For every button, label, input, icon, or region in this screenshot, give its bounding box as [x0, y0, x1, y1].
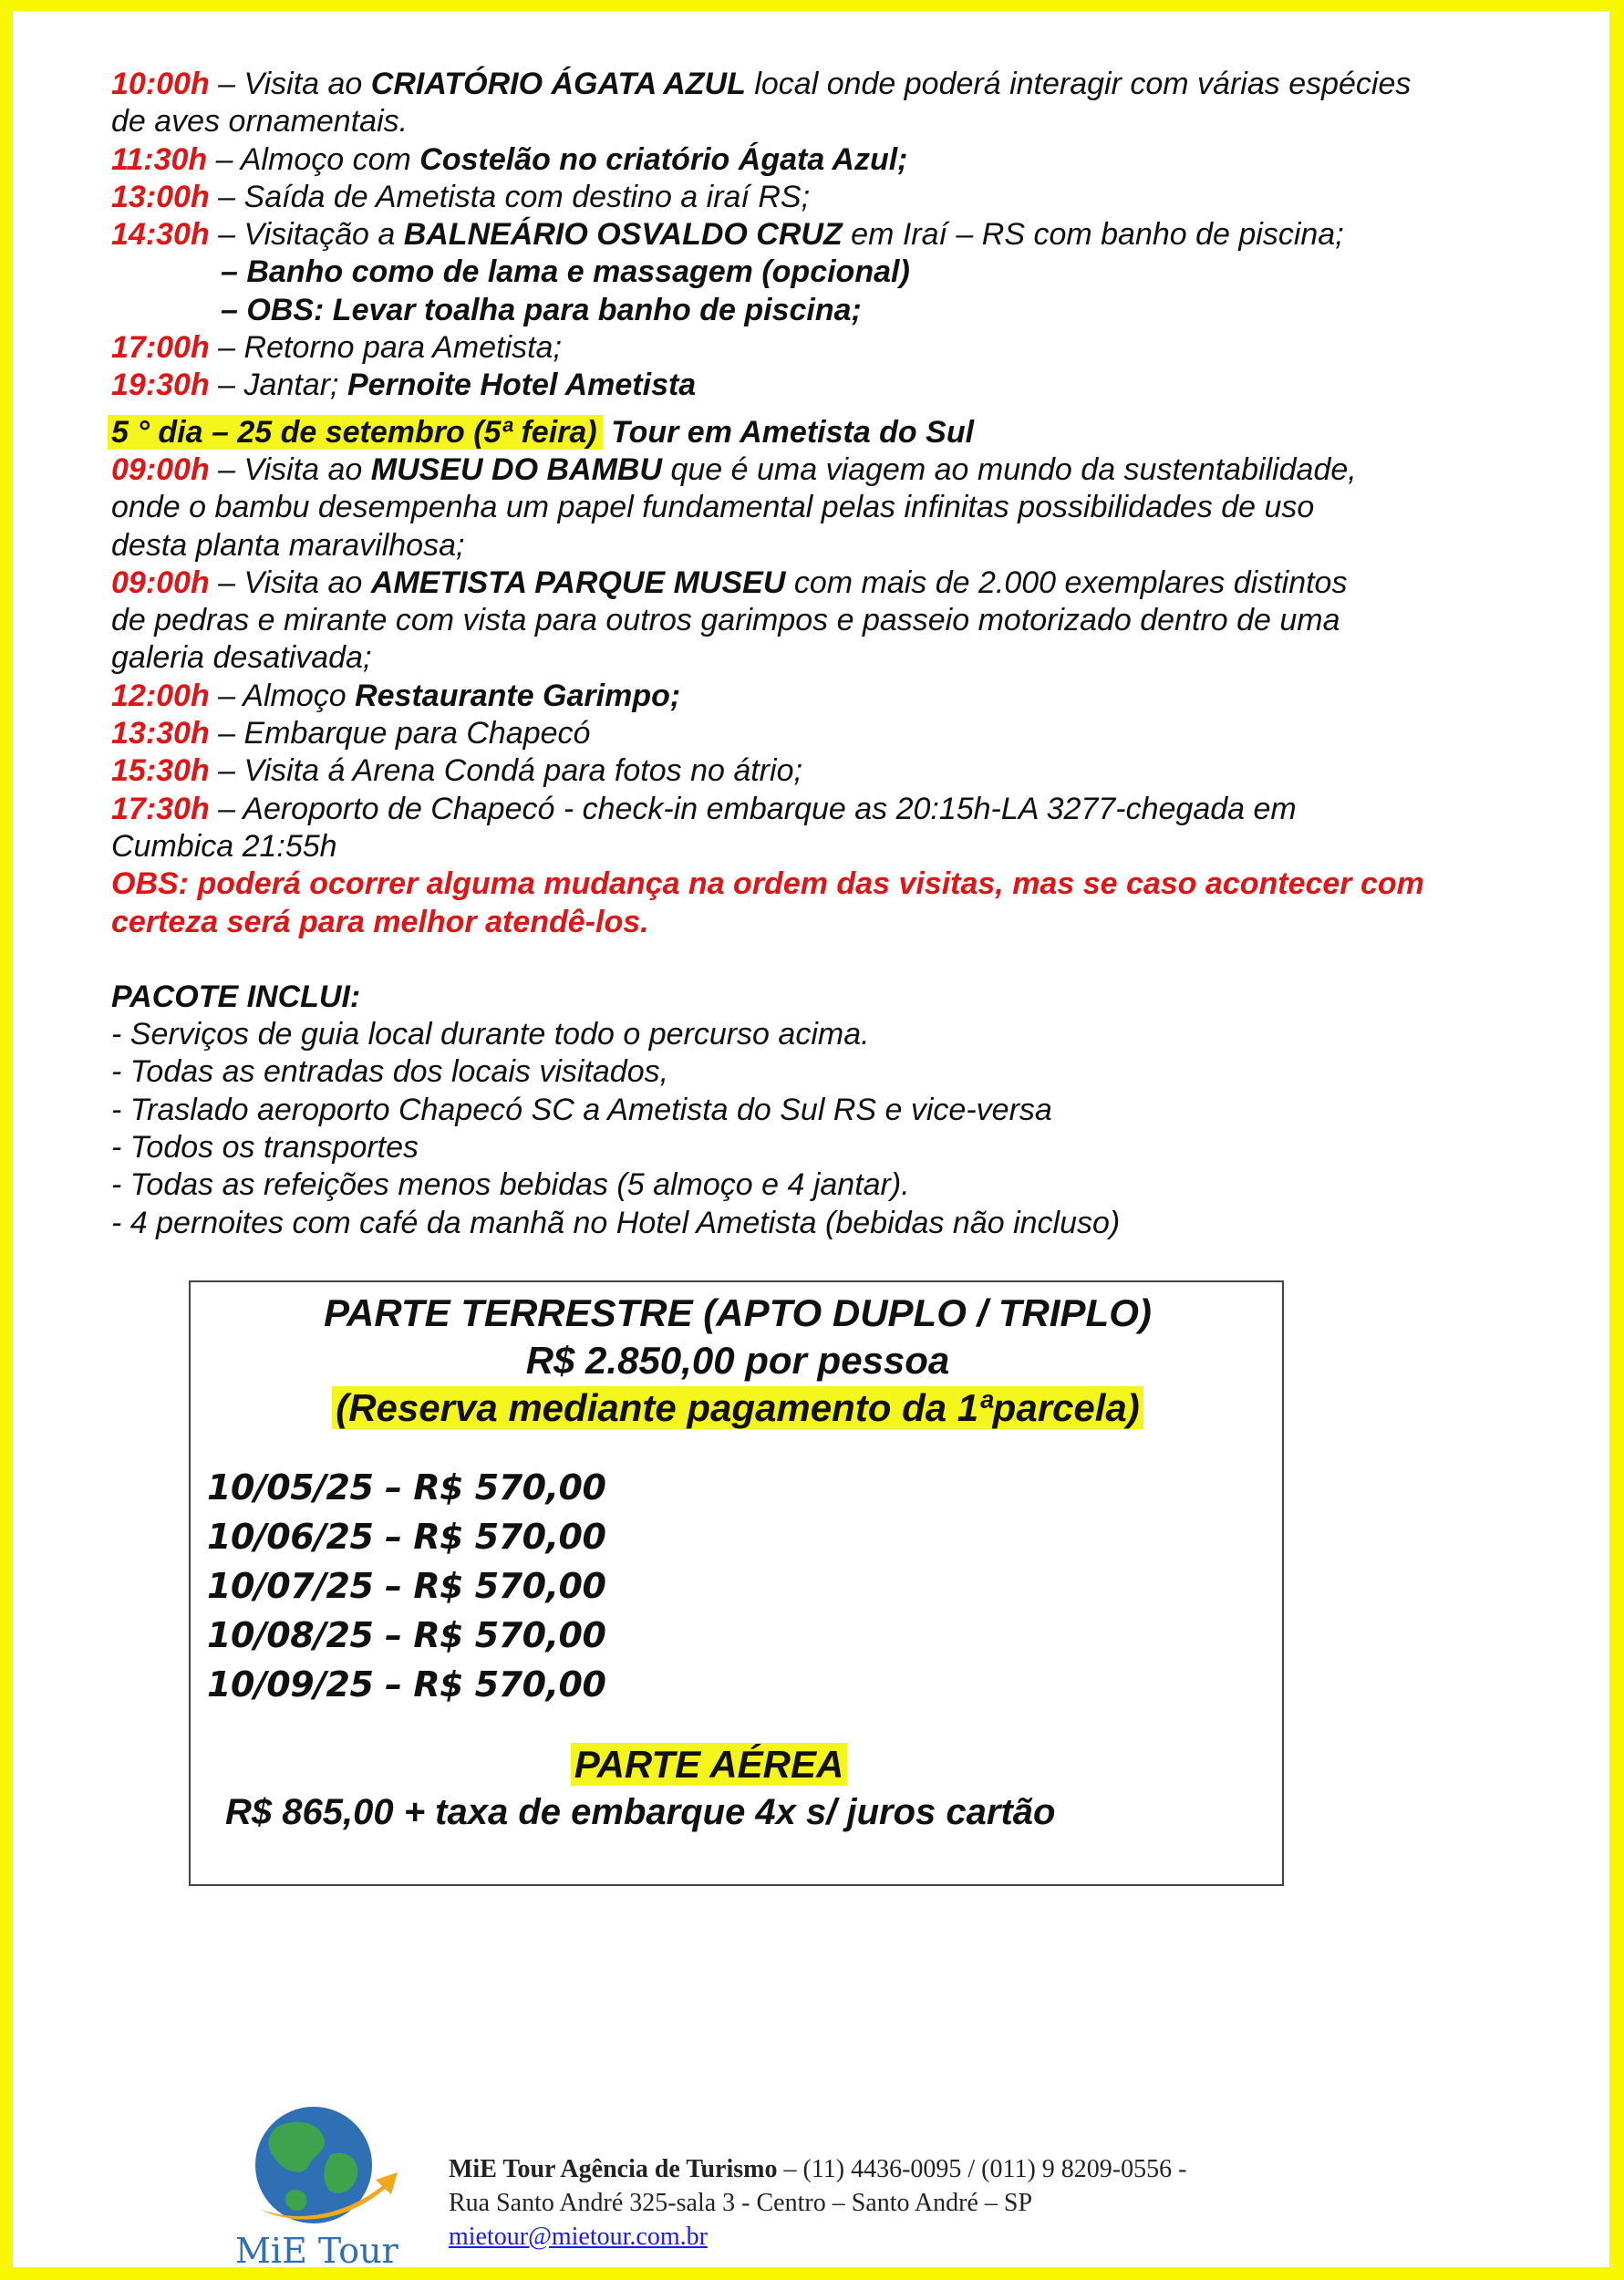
schedule-time: 11:30h [111, 141, 208, 177]
obs-line-2: certeza será para melhor atendê-los. [111, 904, 649, 939]
reserva-note: (Reserva mediante pagamento da 1ªparcela) [332, 1386, 1143, 1429]
day4end-line [111, 329, 1534, 367]
company-logo [222, 2099, 405, 2273]
day5-text: com mais de 2.000 exemplares distintos [785, 565, 1348, 600]
day5-line [111, 489, 1534, 526]
day4-notes [111, 254, 1534, 329]
company-name: MiE Tour Agência de Turismo [449, 2155, 778, 2183]
day4end-bold-text: Pernoite Hotel Ametista [347, 368, 697, 403]
schedule-time: 09:00h [111, 451, 210, 487]
day5-text: – Almoço [209, 678, 356, 713]
contact-info [449, 2152, 1186, 2254]
day5-text: onde o bambu desempenha um papel fundamental pelas infinitas possibilidades de uso [111, 490, 1315, 525]
day4-text: – Saída de Ametista com destino a iraí RS; [209, 179, 811, 214]
day4end-line [111, 367, 1534, 404]
day4-text: de aves ornamentais. [111, 104, 409, 140]
day5-line [111, 791, 1534, 828]
day4-text: local onde poderá interagir com várias espécies [745, 67, 1412, 101]
pacote-list [111, 1016, 1534, 1242]
parcela-item: 10/07/25 – R$ 570,00 [207, 1566, 606, 1606]
day5-text: – Embarque para Chapecó [209, 716, 591, 751]
globe-icon [222, 2099, 405, 2236]
day4-text: – Almoço com [207, 141, 420, 177]
pacote-item: - Traslado aeroporto Chapecó SC a Ametista do Sul RS e vice-versa [111, 1092, 1052, 1127]
day4-text: – Visitação a [209, 217, 404, 253]
aerea-title: PARTE AÉREA [571, 1743, 848, 1786]
schedule-time: 15:30h [111, 753, 210, 789]
schedule-time: 17:00h [111, 330, 210, 366]
day5-header [111, 414, 1534, 451]
day5-text: de pedras e mirante com vista para outros garimpos e passeio motorizado dentro de uma [111, 603, 1340, 638]
day4-line [111, 66, 1534, 103]
parcela-item: 10/05/25 – R$ 570,00 [207, 1467, 606, 1508]
pacote-item: - Serviços de guia local durante todo o percurso acima. [111, 1017, 870, 1052]
day5-text: – Visita ao [209, 565, 371, 600]
day5-line [111, 527, 1534, 565]
parcela-item: 10/09/25 – R$ 570,00 [207, 1664, 606, 1705]
day5-highlight: 5 ° dia – 25 de setembro (5ª feira) [108, 415, 603, 450]
day4-bold-text: Costelão no criatório Ágata Azul; [419, 141, 908, 177]
parcela-item: 10/08/25 – R$ 570,00 [207, 1615, 606, 1655]
day4end-text: – Jantar; [209, 368, 347, 403]
day5-bold-text: Restaurante Garimpo; [355, 678, 681, 713]
day5-bold-text: MUSEU DO BAMBU [370, 451, 662, 487]
schedule-time: 10:00h [111, 67, 210, 101]
obs-line-1: OBS: poderá ocorrer alguma mudança na ordem das visitas, mas se caso acontecer com [111, 866, 1424, 902]
day5-schedule [111, 451, 1534, 865]
pacote-item: - Todos os transportes [111, 1130, 419, 1166]
pacote-title: PACOTE INCLUI: [111, 979, 361, 1014]
day5-text: desta planta maravilhosa; [111, 527, 465, 563]
schedule-time: 13:00h [111, 179, 210, 214]
pacote-item: - Todas as entradas dos locais visitados, [111, 1054, 669, 1090]
schedule-time: 09:00h [111, 565, 210, 600]
day5-line [111, 602, 1534, 639]
day4-line [111, 216, 1534, 254]
day4-line [111, 103, 1534, 140]
day5-text: Cumbica 21:55h [111, 828, 337, 864]
day4end-text: – Retorno para Ametista; [209, 330, 562, 366]
pacote-item: - Todas as refeições menos bebidas (5 almoço e 4 jantar). [111, 1167, 910, 1203]
company-email-link[interactable]: mietour@mietour.com.br [449, 2223, 708, 2251]
document-page [13, 11, 1609, 2271]
day4-schedule-end [111, 329, 1534, 405]
logo-text: MiE Tour [235, 2231, 398, 2271]
price-box [189, 1280, 1284, 1886]
parcelas-list [191, 1463, 1282, 1709]
pacote-item: - 4 pernoites com café da manhã no Hotel Ametista (bebidas não incluso) [111, 1205, 1121, 1240]
day4-note: – OBS: Levar toalha para banho de piscina; [221, 292, 862, 327]
day5-bold-text: AMETISTA PARQUE MUSEU [370, 565, 786, 600]
parcela-item: 10/06/25 – R$ 570,00 [207, 1517, 606, 1557]
day5-line [111, 639, 1534, 677]
company-phones: – (11) 4436-0095 / (011) 9 8209-0556 - [777, 2155, 1187, 2183]
day5-text: galeria desativada; [111, 640, 372, 676]
day4-text: em Iraí – RS com banho de piscina; [842, 217, 1344, 253]
price-box-title: PARTE TERRESTRE (APTO DUPLO / TRIPLO) [324, 1291, 1152, 1334]
day4-note: – Banho como de lama e massagem (opcional) [221, 254, 910, 290]
day4-bold-text: BALNEÁRIO OSVALDO CRUZ [403, 217, 843, 253]
day5-line [111, 752, 1534, 790]
day4-line [111, 179, 1534, 216]
day5-line [111, 678, 1534, 715]
company-address: Rua Santo André 325-sala 3 - Centro – Santo André – SP [449, 2189, 1033, 2217]
day4-text: – Visita ao [209, 67, 371, 101]
schedule-time: 13:30h [111, 716, 210, 751]
day5-text: – Visita á Arena Condá para fotos no átrio; [209, 753, 802, 789]
price-per-person: R$ 2.850,00 por pessoa [525, 1339, 950, 1382]
schedule-time: 14:30h [111, 217, 210, 253]
itinerary-content [111, 66, 1534, 1242]
day5-line [111, 565, 1534, 602]
footer [222, 2090, 1408, 2273]
day5-text: que é uma viagem ao mundo da sustentabilidade, [662, 451, 1357, 487]
day5-line [111, 715, 1534, 752]
schedule-time: 12:00h [111, 678, 210, 713]
aerea-price: R$ 865,00 + taxa de embarque 4x s/ juros cartão [225, 1792, 1056, 1832]
day4-bold-text: CRIATÓRIO ÁGATA AZUL [370, 67, 746, 101]
day5-text: – Aeroporto de Chapecó - check-in embarque as 20:15h-LA 3277-chegada em [209, 791, 1297, 826]
day5-line [111, 828, 1534, 865]
day4-line [111, 141, 1534, 179]
day5-title: Tour em Ametista do Sul [602, 414, 975, 450]
day5-line [111, 451, 1534, 489]
schedule-time: 19:30h [111, 368, 210, 403]
day4-schedule [111, 66, 1534, 254]
day5-text: – Visita ao [209, 451, 371, 487]
schedule-time: 17:30h [111, 791, 210, 826]
